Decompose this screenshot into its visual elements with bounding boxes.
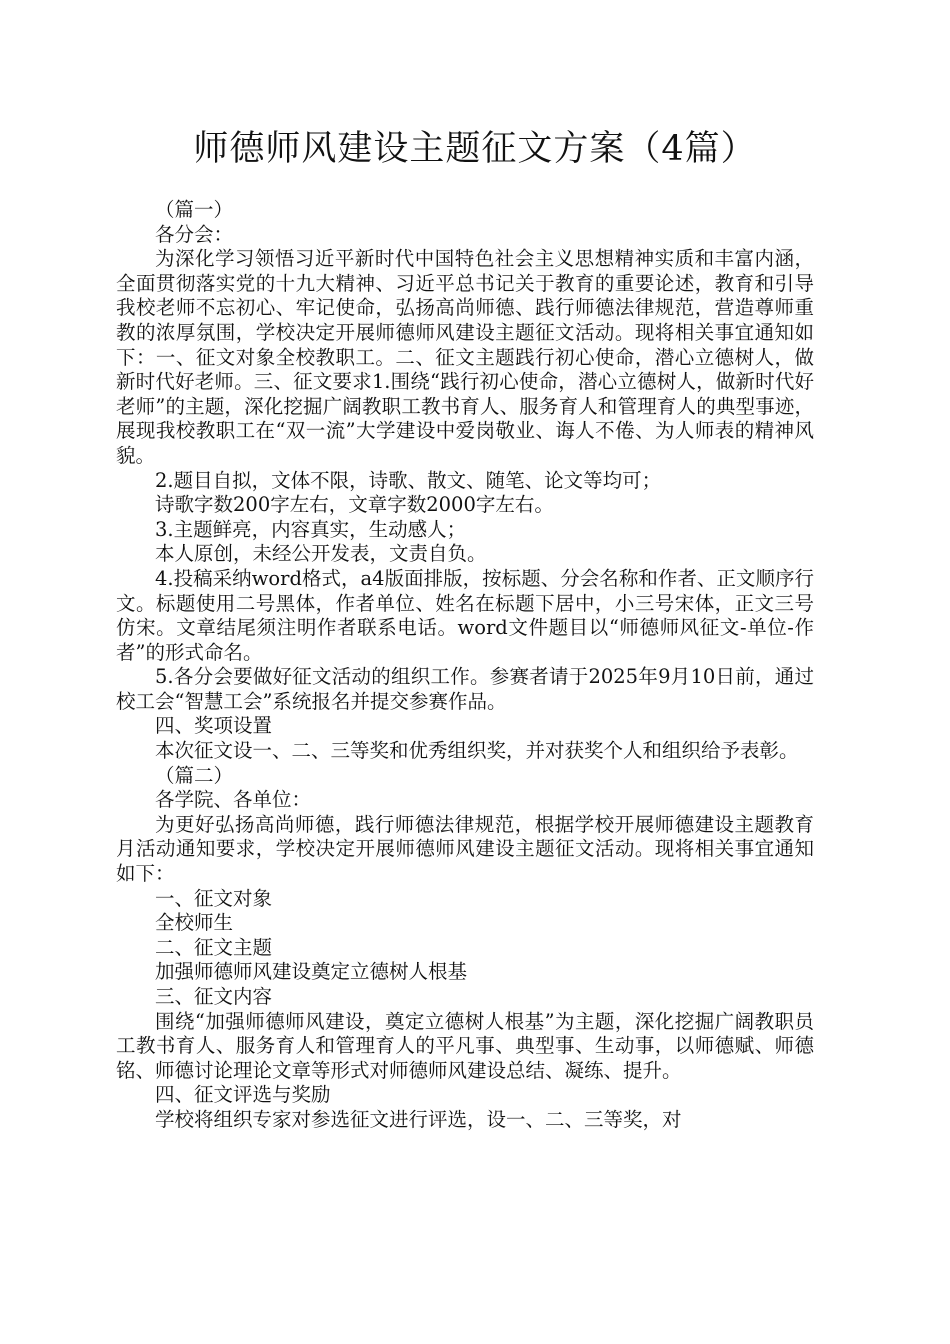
section-label-part-two: （篇二） xyxy=(155,763,234,787)
document-body xyxy=(116,198,814,1133)
paragraph: 4.投稿采纳word格式，a4版面排版，按标题、分会名称和作者、正文顺序行文。标题使用二号黑体，作者单位、姓名在标题下居中，小三号宋体，正文三号仿宋。文章结尾须注明作者联系电话。word文件题目以“师德师风征文-单位-作者”的形式命名。 xyxy=(116,566,814,664)
paragraph: 5.各分会要做好征文活动的组织工作。参赛者请于2025年9月10日前，通过校工会“智慧工会”系统报名并提交参赛作品。 xyxy=(116,665,814,713)
paragraph: 为更好弘扬高尚师德，践行师德法律规范，根据学校开展师德建设主题教育月活动通知要求，学校决定开展师德师风建设主题征文活动。现将相关事宜通知如下： xyxy=(116,812,814,886)
paragraph: 加强师德师风建设奠定立德树人根基 xyxy=(155,960,468,984)
paragraph: 围绕“加强师德师风建设，奠定立德树人根基”为主题，深化挖掘广阔教职员工教书育人、服务育人和管理育人的平凡事、典型事、生动事，以师德赋、师德铭、师德讨论理论文章等形式对师德师风建设总结、凝练、提升。 xyxy=(116,1009,814,1082)
section-heading: 三、征文内容 xyxy=(155,985,273,1008)
section-heading: 二、征文主题 xyxy=(155,935,273,959)
paragraph: 全校师生 xyxy=(155,911,234,935)
document-title: 师德师风建设主题征文方案（4篇） xyxy=(193,129,757,169)
paragraph: 3.主题鲜亮，内容真实，生动感人； xyxy=(155,517,467,541)
section-heading: 四、奖项设置 xyxy=(155,714,273,738)
section-label-part-one: （篇一） xyxy=(155,198,234,221)
section-heading: 四、征文评选与奖励 xyxy=(155,1083,331,1107)
paragraph: 为深化学习领悟习近平新时代中国特色社会主义思想精神实质和丰富内涵，全面贯彻落实党的十九大精神、习近平总书记关于教育的重要论述，教育和引导我校老师不忘初心、牢记使命，弘扬高尚师德、践行师德法律规范，营造尊师重教的浓厚氛围，学校决定开展师德师风建设主题征文活动。现将相关事宜通知如下：一、征文对象全校教职工。二、征文主题践行初心使命，潜心立德树人，做新时代好老师。三、征文要求1.围绕“践行初心使命，潜心立德树人，做新时代好老师”的主题，深化挖掘广阔教职工教书育人、服务育人和管理育人的典型事迹，展现我校教职工在“双一流”大学建设中爱岗敬业、诲人不倦、为人师表的精神风貌。 xyxy=(116,247,814,467)
paragraph: 诗歌字数200字左右，文章字数2000字左右。 xyxy=(155,493,554,517)
salutation: 各学院、各单位： xyxy=(155,788,312,812)
paragraph: 本次征文设一、二、三等奖和优秀组织奖，并对获奖个人和组织给予表彰。 xyxy=(155,739,799,763)
salutation: 各分会： xyxy=(155,222,234,246)
paragraph: 2.题目自拟，文体不限，诗歌、散文、随笔、论文等均可； xyxy=(155,468,662,492)
paragraph: 学校将组织专家对参选征文进行评选，设一、二、三等奖，对 xyxy=(155,1107,682,1131)
paragraph: 本人原创，未经公开发表，文责自负。 xyxy=(155,542,487,566)
section-heading: 一、征文对象 xyxy=(155,886,273,910)
